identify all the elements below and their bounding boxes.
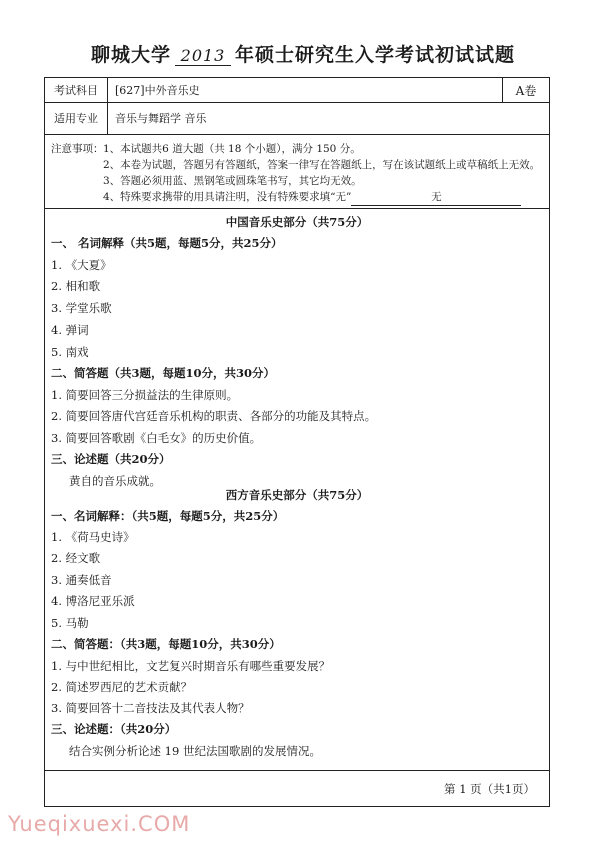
list-item: 黄自的音乐成就。	[69, 474, 161, 488]
chinese-section-heading: 中国音乐史部分（共75分）	[225, 215, 369, 229]
list-item: 结合实例分析论述 19 世纪法国歌剧的发展情况。	[69, 744, 321, 758]
question-title: 三、论述题：（共20分）	[51, 722, 177, 736]
list-item: 2. 相和歌	[51, 279, 101, 293]
watermark: Yueqixuexi.COM	[8, 812, 191, 836]
major-value: 音乐与舞蹈学 音乐	[115, 112, 207, 125]
title-prefix: 聊城大学	[90, 44, 171, 66]
question-title: 三、论述题（共20分）	[51, 452, 171, 466]
list-item: 3. 学堂乐歌	[51, 301, 112, 315]
notice-divider	[45, 208, 549, 209]
notice-item-text: 4、特殊要求携带的用具请注明，没有特殊要求填“无”	[103, 191, 352, 203]
question-title: 一、 名词解释（共5题，每题5分，共25分）	[51, 236, 283, 250]
western-section-heading: 西方音乐史部分（共75分）	[225, 488, 369, 502]
list-item: 1. 与中世纪相比，文艺复兴时期音乐有哪些重要发展？	[51, 659, 331, 673]
notice-label: 注意事项：	[51, 143, 104, 155]
list-item: 2. 简要回答唐代宫廷音乐机构的职责、各部分的功能及其特点。	[51, 409, 377, 423]
notice-item: 1、本试题共6 道大题（共 18 个小题），满分 150 分。	[103, 143, 361, 155]
major-row	[45, 102, 549, 135]
title-suffix: 年硕士研究生入学考试初试试题	[235, 44, 516, 66]
subject-row	[45, 78, 549, 103]
list-item: 4. 博洛尼亚乐派	[51, 594, 135, 608]
list-item: 1. 《荷马史诗》	[51, 530, 135, 544]
notice-item: 2、本卷为试题，答题另有答题纸，答案一律写在答题纸上，写在该试题纸上或草稿纸上无效。	[103, 159, 541, 171]
question-title: 一、名词解释：（共5题，每题5分，共25分）	[51, 509, 285, 523]
page-number: 第 1 页（共1页）	[444, 782, 535, 796]
year-handwritten: 2013	[175, 46, 231, 66]
subject-label: 考试科目	[45, 78, 108, 102]
special-fill: 无	[351, 189, 521, 206]
question-title: 二、简答题：（共3题，每题10分，共30分）	[51, 637, 281, 651]
notice-item	[103, 189, 521, 206]
list-item: 3. 简要回答歌剧《白毛女》的历史价值。	[51, 431, 262, 445]
question-title: 二、简答题（共3题，每题10分，共30分）	[51, 366, 276, 380]
volume-badge: A卷	[502, 78, 549, 102]
list-item: 2. 简述罗西尼的艺术贡献？	[51, 680, 193, 694]
list-item: 4. 弹词	[51, 323, 89, 337]
list-item: 1. 《大夏》	[51, 258, 112, 272]
notice-item: 3、答题必须用蓝、黑钢笔或圆珠笔书写，其它均无效。	[103, 175, 362, 187]
exam-paper-box	[44, 77, 550, 807]
exam-title	[0, 40, 606, 67]
list-item: 2. 经文歌	[51, 551, 101, 565]
major-label: 适用专业	[45, 102, 108, 134]
list-item: 3. 通奏低音	[51, 573, 112, 587]
subject-value: [627]中外音乐史	[115, 84, 200, 97]
list-item: 5. 南戏	[51, 345, 89, 359]
page-footer	[45, 770, 549, 809]
list-item: 1. 简要回答三分损益法的生律原则。	[51, 388, 239, 402]
list-item: 3. 简要回答十二音技法及其代表人物？	[51, 701, 250, 715]
list-item: 5. 马勒	[51, 616, 89, 630]
